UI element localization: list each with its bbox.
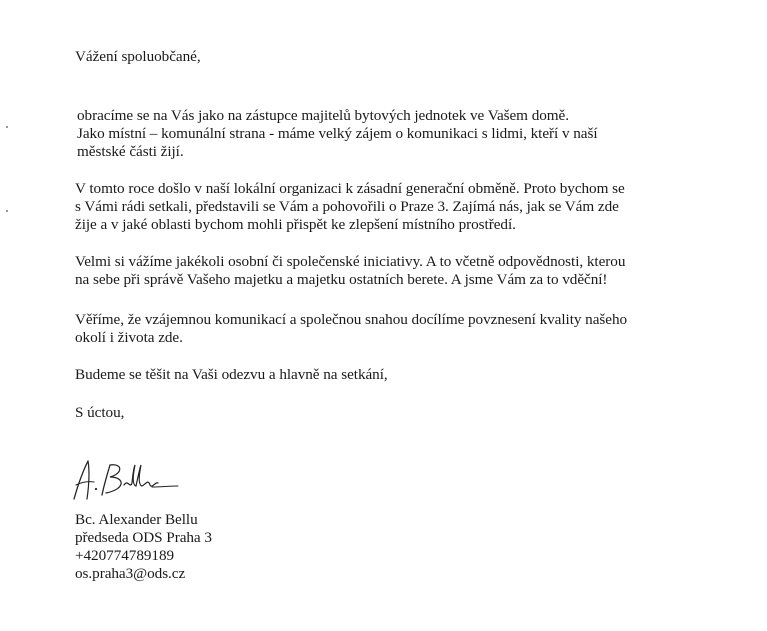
paragraph-3-line-1: Velmi si vážíme jakékoli osobní či společenské iniciativy. A to včetně odpovědnosti, kterou	[75, 253, 626, 270]
scan-speck	[6, 126, 8, 128]
paragraph-1-line-1: obracíme se na Vás jako na zástupce majitelů bytových jednotek ve Vašem domě.	[77, 107, 569, 124]
sender-name: Bc. Alexander Bellu	[75, 511, 198, 528]
closing-line: Budeme se těšit na Vaši odezvu a hlavně na setkání,	[75, 366, 388, 383]
handwritten-signature	[70, 455, 180, 505]
sender-phone: +420774789189	[75, 547, 175, 564]
paragraph-4-line-1: Věříme, že vzájemnou komunikací a společnou snahou docílíme povznesení kvality našeho	[75, 311, 628, 328]
sender-title: předseda ODS Praha 3	[75, 529, 212, 546]
regards: S úctou,	[75, 404, 125, 421]
salutation: Vážení spoluobčané,	[75, 48, 201, 65]
paragraph-4-line-2: okolí i života zde.	[75, 329, 183, 346]
scan-speck	[6, 210, 8, 212]
paragraph-2-line-2: s Vámi rádi setkali, představili se Vám a pohovořili o Praze 3. Zajímá nás, jak se Vám zde	[75, 198, 619, 215]
paragraph-3-line-2: na sebe při správě Vašeho majetku a majetku ostatních berete. A jsme Vám za to vděční!	[75, 271, 608, 288]
paragraph-2-line-1: V tomto roce došlo v naší lokální organizaci k zásadní generační obměně. Proto bychom se	[75, 180, 625, 197]
paragraph-2-line-3: žije a v jaké oblasti bychom mohli přispět ke zlepšení místního prostředí.	[75, 216, 516, 233]
sender-email: os.praha3@ods.cz	[75, 565, 186, 582]
paragraph-1-line-2: Jako místní – komunální strana - máme velký zájem o komunikaci s lidmi, kteří v naší	[77, 125, 598, 142]
paragraph-1-line-3: městské části žijí.	[77, 143, 184, 160]
